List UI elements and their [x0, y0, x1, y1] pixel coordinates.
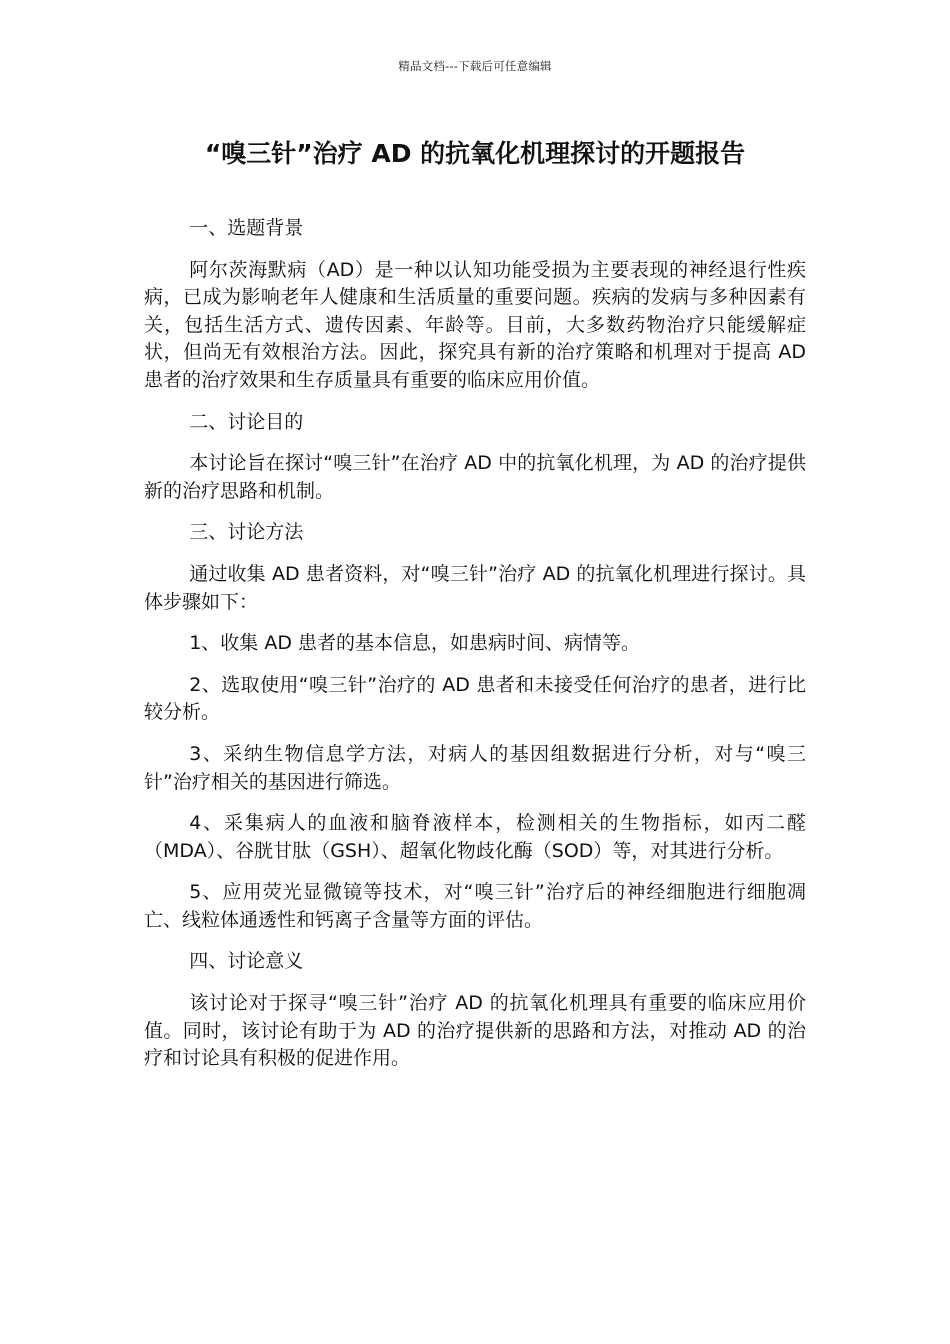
method-step-1: 1、收集 AD 患者的基本信息，如患病时间、病情等。	[189, 632, 641, 655]
paragraph-significance: 该讨论对于探寻“嗅三针”治疗 AD 的抗氧化机理具有重要的临床应用价值。同时，该讨论有助于为 AD 的治疗提供新的思路和方法，对推动 AD 的治疗和讨论具有积极的促进作用。	[144, 992, 806, 1070]
section-heading-background: 一、选题背景	[189, 217, 304, 239]
paragraph-methods-intro: 通过收集 AD 患者资料，对“嗅三针”治疗 AD 的抗氧化机理进行探讨。具体步骤如下：	[144, 562, 806, 613]
header-note: 精品文档---下载后可任意编辑	[398, 59, 552, 73]
method-step-3: 3、采纳生物信息学方法，对病人的基因组数据进行分析，对与“嗅三针”治疗相关的基因进行筛选。	[144, 742, 806, 793]
document-title: “嗅三针”治疗 AD 的抗氧化机理探讨的开题报告	[204, 139, 746, 168]
section-heading-methods: 三、讨论方法	[189, 521, 304, 544]
paragraph-background: 阿尔茨海默病（AD）是一种以认知功能受损为主要表现的神经退行性疾病，已成为影响老年人健康和生活质量的重要问题。疾病的发病与多种因素有关，包括生活方式、遗传因素、年龄等。目前，大多数药物治疗只能缓解症状，但尚无有效根治方法。因此，探究具有新的治疗策略和机理对于提高 AD 患者的治疗效果和生存质量具有重要的临床应用价值。	[144, 258, 806, 391]
section-heading-significance: 四、讨论意义	[189, 950, 304, 973]
method-step-4: 4、采集病人的血液和脑脊液样本，检测相关的生物指标，如丙二醛（MDA）、谷胱甘肽（GSH）、超氧化物歧化酶（SOD）等，对其进行分析。	[144, 812, 806, 862]
method-step-5: 5、应用荧光显微镜等技术，对“嗅三针”治疗后的神经细胞进行细胞凋亡、线粒体通透性和钙离子含量等方面的评估。	[144, 881, 806, 931]
document-body	[144, 215, 806, 1087]
paragraph-purpose: 本讨论旨在探讨“嗅三针”在治疗 AD 中的抗氧化机理，为 AD 的治疗提供新的治疗思路和机制。	[144, 452, 806, 502]
method-step-2: 2、选取使用“嗅三针”治疗的 AD 患者和未接受任何治疗的患者，进行比较分析。	[144, 673, 806, 724]
section-heading-purpose: 二、讨论目的	[189, 410, 304, 433]
